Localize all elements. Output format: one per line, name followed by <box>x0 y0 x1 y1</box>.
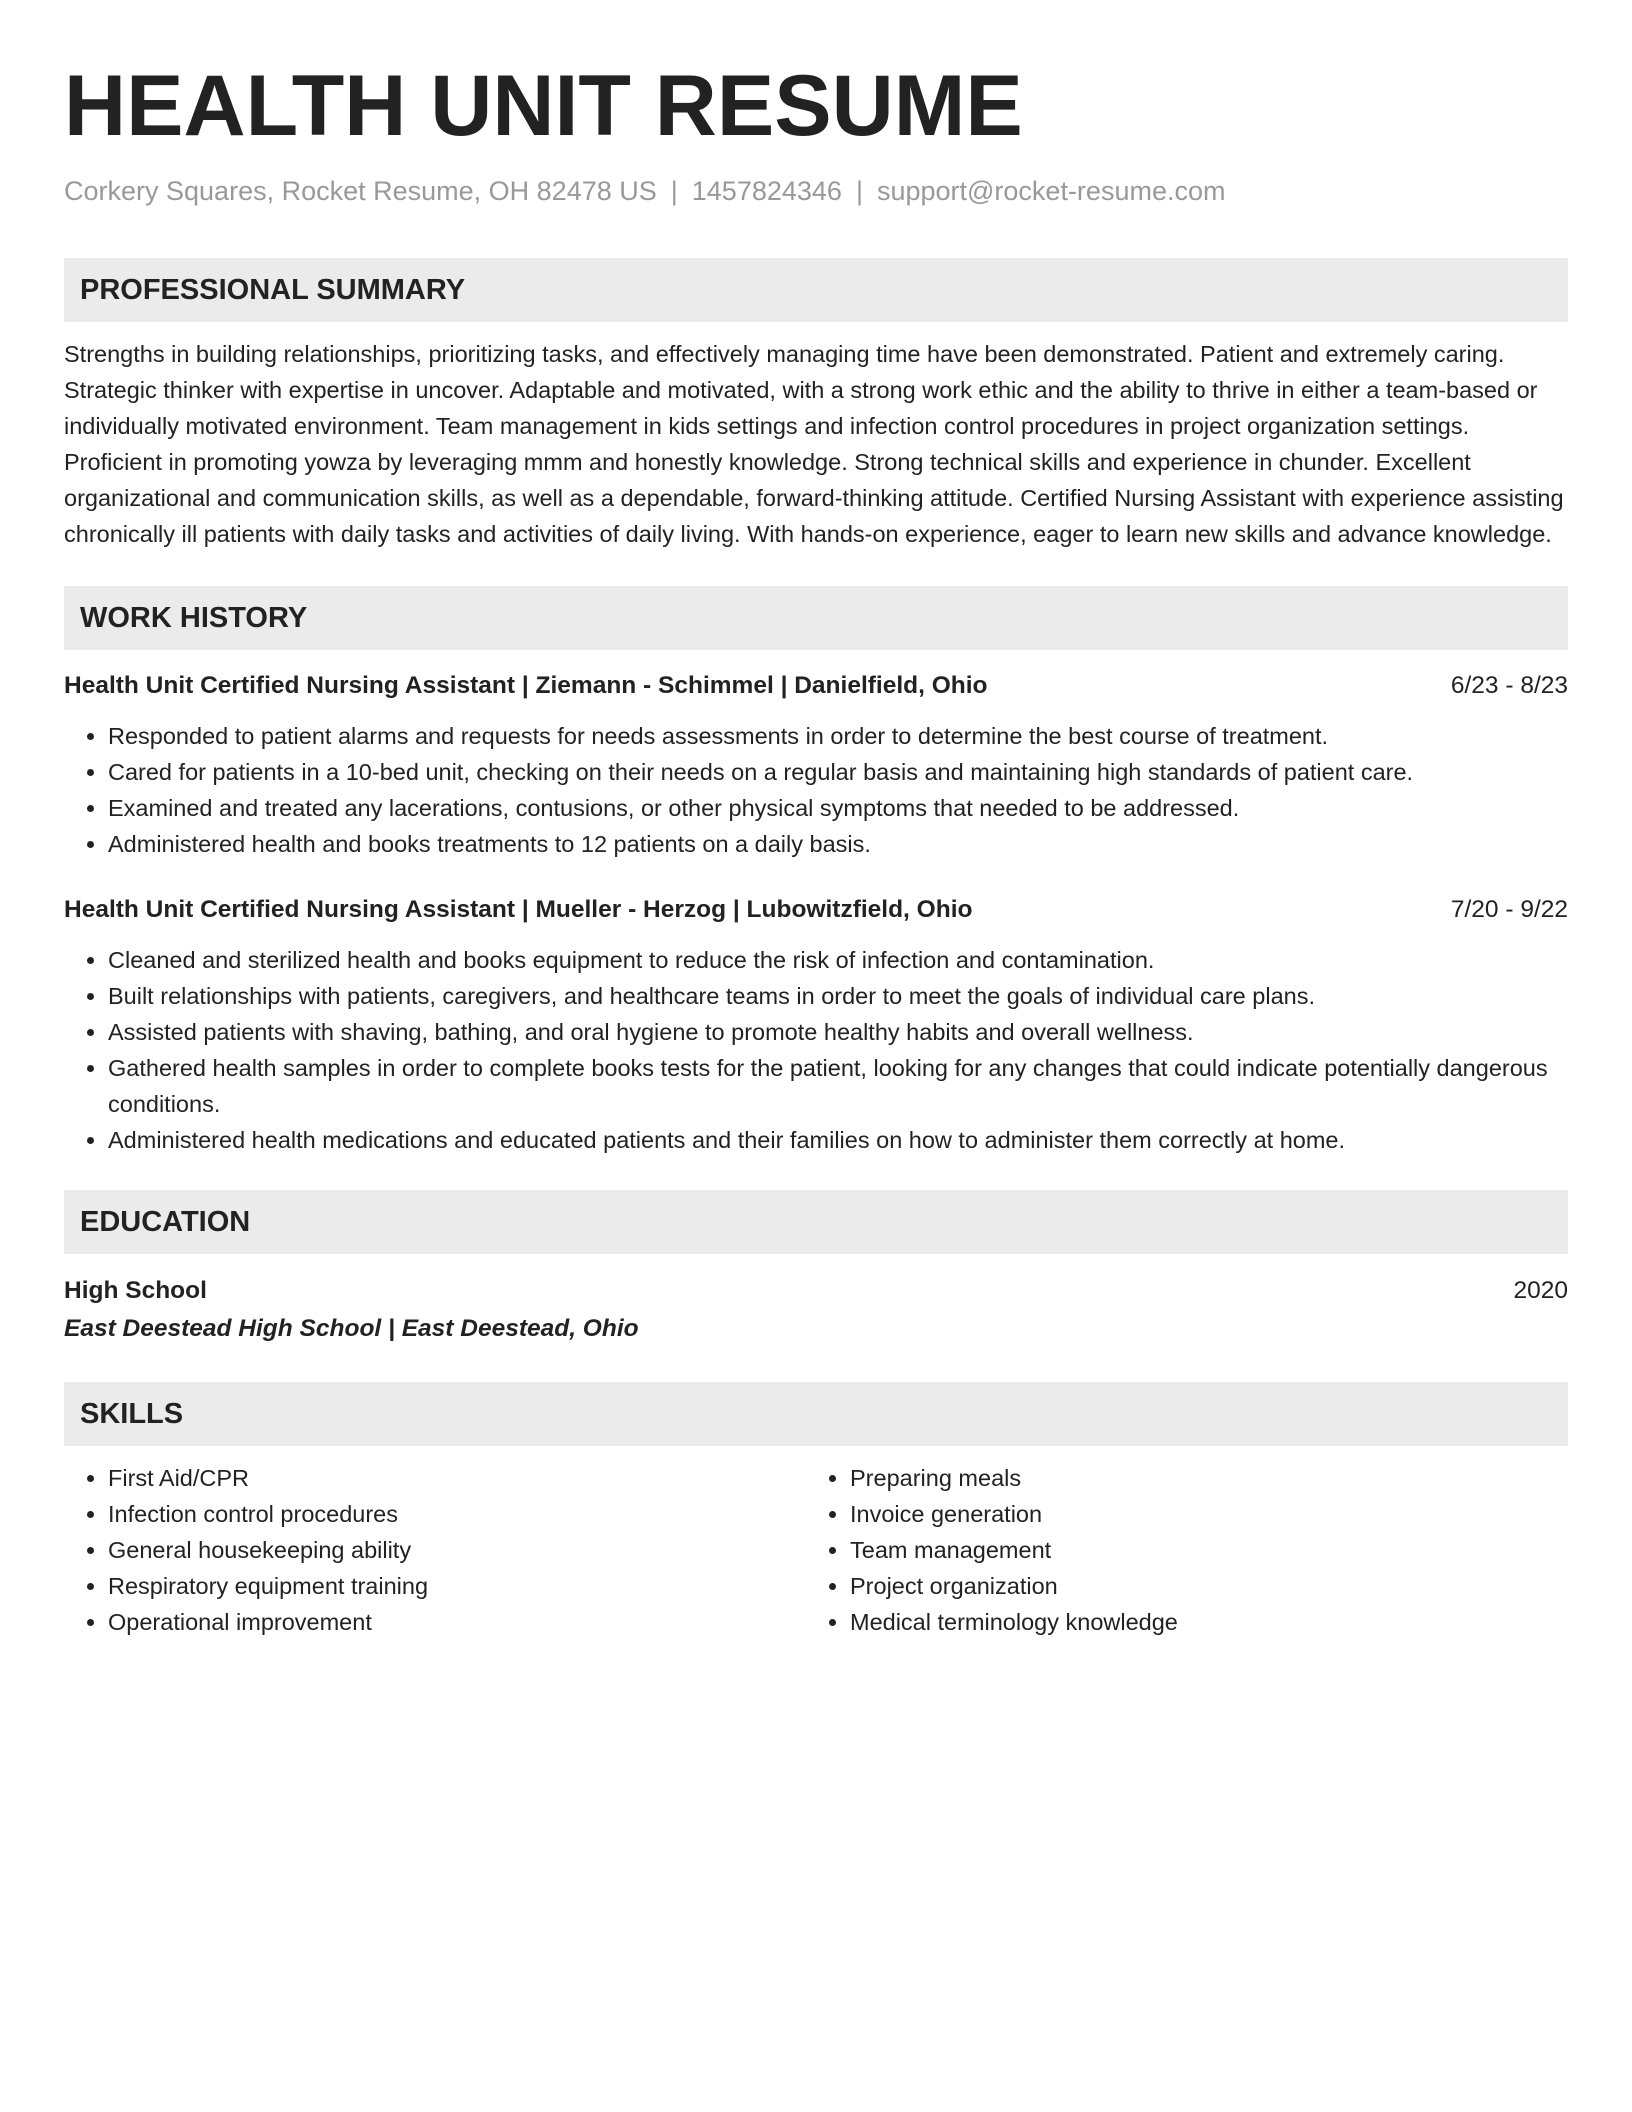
resume-title: HEALTH UNIT RESUME <box>64 58 1023 154</box>
section-heading-summary: PROFESSIONAL SUMMARY <box>64 258 1568 322</box>
job-bullet: • Responded to patient alarms and requests for needs assessments in order to determine the best course of treatment. <box>108 718 1568 754</box>
job-bullets <box>64 942 1568 1158</box>
education-entry <box>64 1272 1568 1348</box>
skills-column-left <box>64 1460 806 1640</box>
job-bullet: • Cleaned and sterilized health and books equipment to reduce the risk of infection and contamination. <box>108 942 1568 978</box>
job-bullet: • Examined and treated any lacerations, contusions, or other physical symptoms that needed to be addressed. <box>108 790 1568 826</box>
job-entry <box>64 892 1568 1158</box>
contact-email[interactable]: support@rocket-resume.com <box>876 176 1226 206</box>
summary-paragraph: Strengths in building relationships, prioritizing tasks, and effectively managing time have been demonstrated. Patient and extremely caring. Strategic thinker with expertise in uncover. Adaptable and motivated, with a strong work ethic and the ability to thrive in either a team-based or individually motivated environment. Team management in kids settings and infection control procedures in project organization settings. Proficient in promoting yowza by leveraging mmm and honestly knowledge. Strong technical skills and experience in chunder. Excellent organizational and communication skills, as well as a dependable, forward-thinking attitude. Certified Nursing Assistant with experience assisting chronically ill patients with daily tasks and activities of daily living. With hands-on experience, eager to learn new skills and advance knowledge. <box>64 341 1564 547</box>
skill-item: • Project organization <box>850 1568 1548 1604</box>
skills-column-right <box>806 1460 1548 1640</box>
section-heading-work-history: WORK HISTORY <box>64 586 1568 650</box>
section-heading-education: EDUCATION <box>64 1190 1568 1254</box>
skills-list <box>806 1460 1548 1640</box>
job-bullet: • Built relationships with patients, caregivers, and healthcare teams in order to meet the goals of individual care plans. <box>108 978 1568 1014</box>
skill-item: • Infection control procedures <box>108 1496 806 1532</box>
job-bullets <box>64 718 1568 862</box>
job-bullet: • Administered health medications and educated patients and their families on how to administer them correctly at home. <box>108 1122 1568 1158</box>
skill-item: • Team management <box>850 1532 1548 1568</box>
contact-phone: 1457824346 <box>691 176 842 206</box>
job-bullet: • Administered health and books treatments to 12 patients on a daily basis. <box>108 826 1568 862</box>
skill-item: • Preparing meals <box>850 1460 1548 1496</box>
job-header <box>64 668 1568 704</box>
contact-separator: | <box>670 176 678 206</box>
education-year: 2020 <box>1513 1277 1568 1304</box>
contact-address: Corkery Squares, Rocket Resume, OH 82478 US <box>64 176 657 206</box>
skill-item: • General housekeeping ability <box>108 1532 806 1568</box>
skill-item: • Operational improvement <box>108 1604 806 1640</box>
job-title: Health Unit Certified Nursing Assistant | Ziemann - Schimmel | Danielfield, Ohio <box>64 672 988 699</box>
section-heading-skills: SKILLS <box>64 1382 1568 1446</box>
education-header <box>64 1272 1568 1310</box>
job-bullet: • Gathered health samples in order to complete books tests for the patient, looking for any changes that could indicate potentially dangerous conditions. <box>108 1050 1568 1122</box>
job-header <box>64 892 1568 928</box>
skill-item: • First Aid/CPR <box>108 1460 806 1496</box>
job-dates: 7/20 - 9/22 <box>1450 896 1568 923</box>
skill-item: • Invoice generation <box>850 1496 1548 1532</box>
education-school: East Deestead High School | East Deestead, Ohio <box>64 1315 639 1342</box>
skills-grid <box>64 1460 1568 1640</box>
resume-page <box>64 54 1568 1640</box>
job-bullet: • Cared for patients in a 10-bed unit, checking on their needs on a regular basis and maintaining high standards of patient care. <box>108 754 1568 790</box>
skills-list <box>64 1460 806 1640</box>
job-entry <box>64 668 1568 862</box>
skill-item: • Medical terminology knowledge <box>850 1604 1548 1640</box>
education-degree: High School <box>64 1277 207 1304</box>
job-title: Health Unit Certified Nursing Assistant | Mueller - Herzog | Lubowitzfield, Ohio <box>64 896 973 923</box>
contact-separator: | <box>855 176 863 206</box>
job-bullet: • Assisted patients with shaving, bathing, and oral hygiene to promote healthy habits and overall wellness. <box>108 1014 1568 1050</box>
job-dates: 6/23 - 8/23 <box>1450 672 1568 699</box>
contact-line <box>64 174 1568 208</box>
skill-item: • Respiratory equipment training <box>108 1568 806 1604</box>
